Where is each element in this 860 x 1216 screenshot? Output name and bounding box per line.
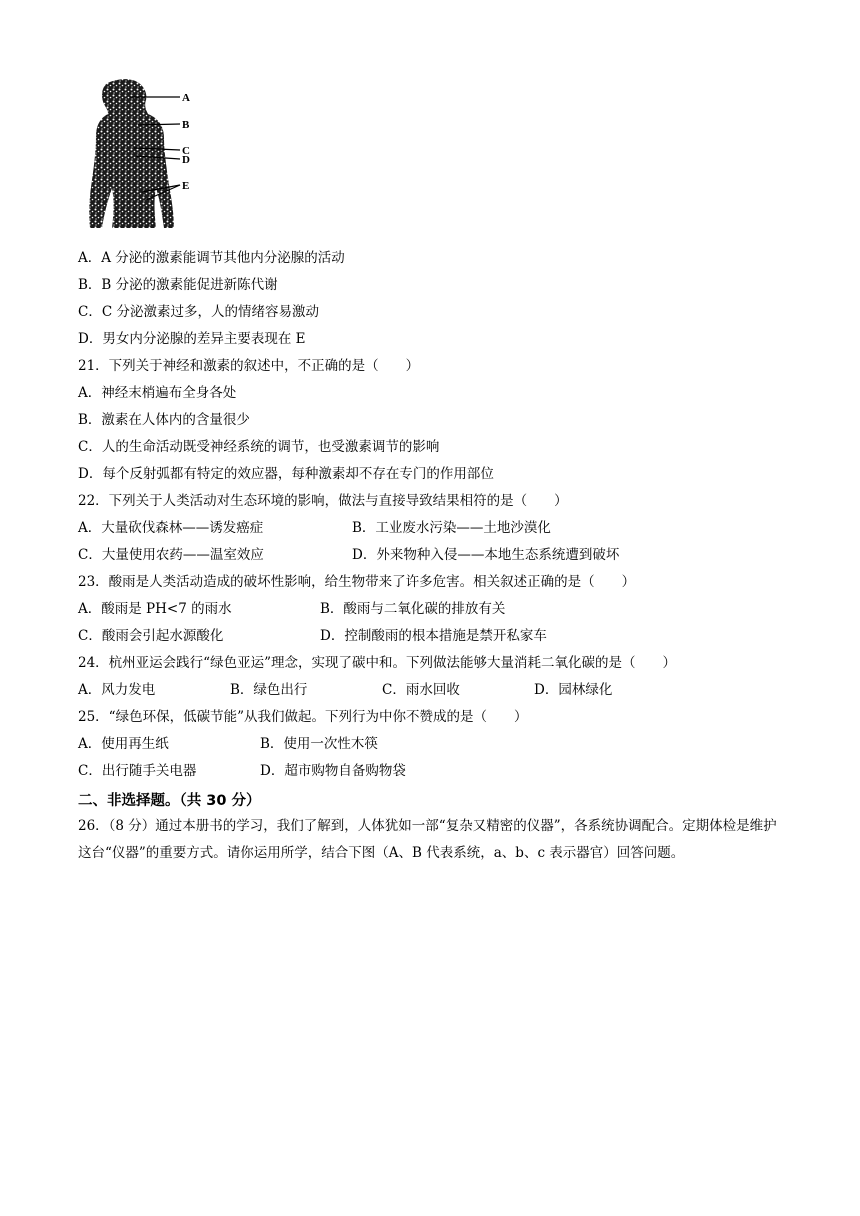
figure-label-c: C (182, 145, 190, 157)
q22-option-c: C．大量使用农药——温室效应 (78, 547, 264, 563)
q24-option-b: B．绿色出行 (230, 682, 308, 698)
q23-stem: 23．酸雨是人类活动造成的破坏性影响，给生物带来了许多危害。相关叙述正确的是（ ） (78, 574, 636, 590)
q23-option-d: D．控制酸雨的根本措施是禁开私家车 (320, 628, 547, 644)
body-silhouette (89, 79, 174, 228)
q23-option-a: A．酸雨是 PH<7 的雨水 (78, 601, 232, 617)
q25-option-c: C．出行随手关电器 (78, 763, 197, 779)
q22-option-b: B．工业废水污染——土地沙漠化 (352, 520, 551, 536)
q21-option-b: B．激素在人体内的含量很少 (78, 412, 250, 428)
q20-option-d: D．男女内分泌腺的差异主要表现在 E (78, 331, 306, 347)
q20-option-a: A．A 分泌的激素能调节其他内分泌腺的活动 (78, 250, 345, 266)
q22-option-d: D．外来物种入侵——本地生态系统遭到破坏 (352, 547, 620, 563)
q25-option-d: D．超市购物自备购物袋 (260, 763, 406, 779)
figure-label-d: D (182, 154, 190, 166)
q25-stem: 25．“绿色环保，低碳节能”从我们做起。下列行为中你不赞成的是（ ） (78, 709, 528, 725)
q24-option-a: A．风力发电 (78, 682, 156, 698)
section-2-heading: 二、非选择题。（共 30 分） (78, 793, 261, 809)
q23-option-b: B．酸雨与二氧化碳的排放有关 (320, 601, 506, 617)
q20-option-c: C．C 分泌激素过多，人的情绪容易激动 (78, 304, 319, 320)
q24-option-c: C．雨水回收 (382, 682, 460, 698)
q22-option-a: A．大量砍伐森林——诱发癌症 (78, 520, 264, 536)
q21-option-d: D．每个反射弧都有特定的效应器，每种激素却不存在专门的作用部位 (78, 466, 494, 482)
q23-option-c: C．酸雨会引起水源酸化 (78, 628, 224, 644)
q21-stem: 21．下列关于神经和激素的叙述中，不正确的是（ ） (78, 358, 420, 374)
figure-label-e: E (182, 180, 190, 192)
q22-stem: 22．下列关于人类活动对生态环境的影响，做法与直接导致结果相符的是（ ） (78, 493, 568, 509)
figure-label-a: A (182, 92, 190, 104)
q25-option-b: B．使用一次性木筷 (260, 736, 378, 752)
q26-text: 26．（8 分）通过本册书的学习，我们了解到，人体犹如一部“复杂又精密的仪器”，各系统协调配合。定期体检是维护这台“仪器”的重要方式。请你运用所学，结合下图（A、B 代表系统，a、b、c 表示器官）回答问题。 (78, 818, 777, 861)
q24-option-d: D．园林绿化 (534, 682, 613, 698)
human-body-figure (82, 70, 202, 230)
figure-label-b: B (182, 119, 190, 131)
q20-option-b: B．B 分泌的激素能促进新陈代谢 (78, 277, 278, 293)
q25-option-a: A．使用再生纸 (78, 736, 169, 752)
q21-option-a: A．神经末梢遍布全身各处 (78, 385, 237, 401)
q24-stem: 24．杭州亚运会践行“绿色亚运”理念，实现了碳中和。下列做法能够大量消耗二氧化碳的是（ ） (78, 655, 676, 671)
q21-option-c: C．人的生命活动既受神经系统的调节，也受激素调节的影响 (78, 439, 440, 455)
